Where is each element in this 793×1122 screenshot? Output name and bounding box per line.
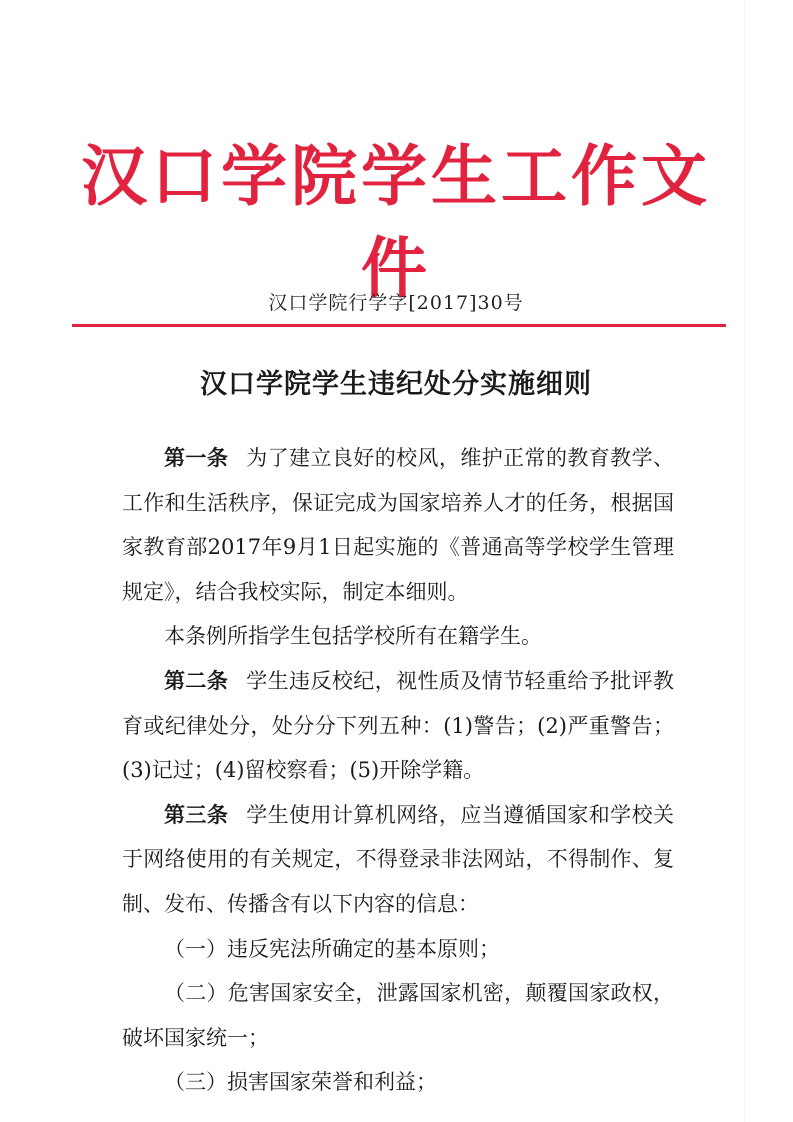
paragraph (122, 927, 674, 972)
paragraph-text: 为了建立良好的校风，维护正常的教育教学、工作和生活秩序，保证完成为国家培养人才的任务，根据国家教育部2017年9月1日起实施的《普通高等学校学生管理规定》，结合我校实际，制定本细则。 (122, 446, 675, 604)
paragraph (122, 1060, 674, 1105)
article-number: 第三条 (164, 801, 229, 827)
paragraph (122, 971, 674, 1060)
masthead-title: 汉口学院学生工作文件 (81, 137, 711, 307)
paragraph-text: 本条例所指学生包括学校所有在籍学生。 (164, 624, 542, 649)
red-divider-line (72, 324, 726, 327)
paragraph (122, 659, 674, 793)
document-body (122, 436, 674, 1105)
document-number: 汉口学院行学字[2017]30号 (268, 292, 524, 314)
paragraph-text: （一）违反宪法所确定的基本原则； (164, 936, 500, 961)
paragraph (122, 436, 674, 614)
paragraph (122, 793, 674, 927)
paragraph-text: 学生违反校纪，视性质及情节轻重给予批评教育或纪律处分，处分分下列五种：(1)警告；(2)严重警告；(3)记过；(4)留校察看；(5)开除学籍。 (122, 668, 675, 783)
article-number: 第一条 (164, 445, 229, 470)
document-title: 汉口学院学生违纪处分实施细则 (200, 369, 592, 400)
paragraph (122, 614, 674, 659)
paragraph-text: 学生使用计算机网络，应当遵循国家和学校关于网络使用的有关规定，不得登录非法网站，不得制作、复制、发布、传播含有以下内容的信息： (122, 802, 675, 916)
article-number: 第二条 (164, 667, 229, 693)
scan-artifact-line (744, 0, 745, 1122)
paragraph-text: （三）损害国家荣誉和利益； (164, 1070, 437, 1095)
paragraph-text: （二）危害国家安全，泄露国家机密，颠覆国家政权，破坏国家统一； (122, 981, 674, 1050)
